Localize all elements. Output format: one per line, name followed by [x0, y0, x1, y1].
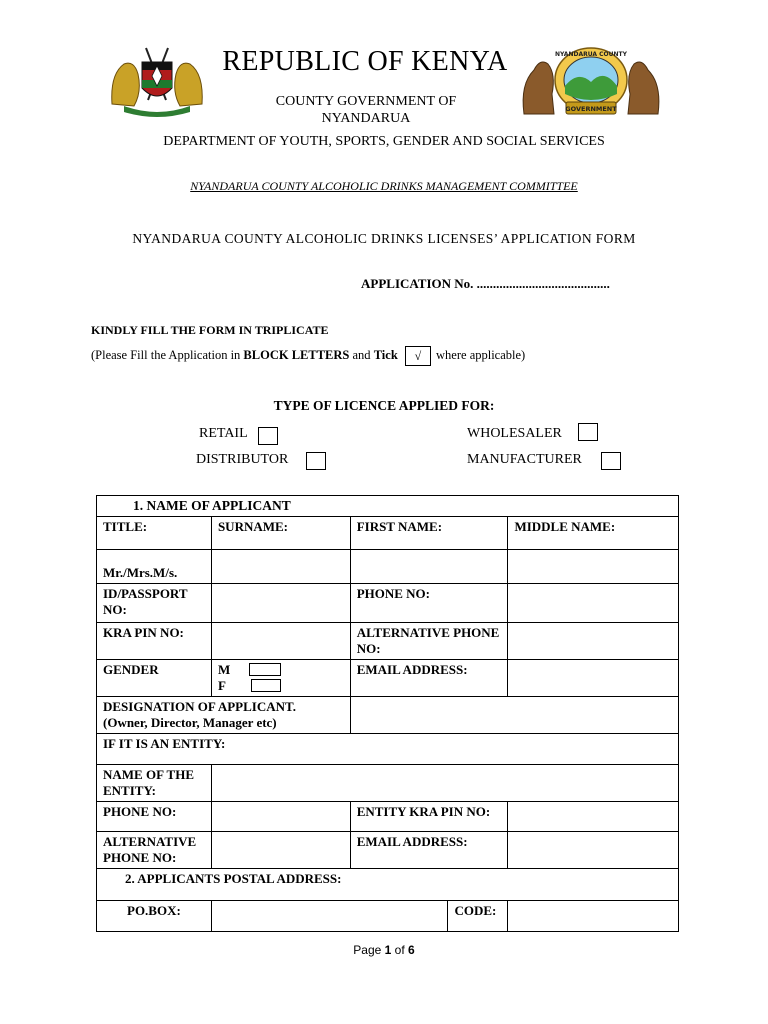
- designation-title: DESIGNATION OF APPLICANT.: [103, 699, 296, 714]
- application-number: APPLICATION No. .........................................: [361, 276, 610, 291]
- gender-label: GENDER: [97, 660, 212, 697]
- email-field[interactable]: [508, 660, 679, 697]
- distributor-checkbox[interactable]: [306, 452, 326, 470]
- gender-f-checkbox[interactable]: [251, 679, 281, 692]
- instruction-tick-emphasis: Tick: [373, 347, 398, 362]
- first-name-field[interactable]: [350, 550, 508, 584]
- entity-alt-phone-label: ALTERNATIVE PHONE NO:: [97, 832, 212, 869]
- code-label: CODE:: [448, 901, 508, 932]
- kra-pin-field[interactable]: [211, 623, 350, 660]
- id-passport-field[interactable]: [211, 584, 350, 623]
- entity-phone-label: PHONE NO:: [97, 802, 212, 832]
- title-header: TITLE:: [97, 517, 212, 550]
- designation-field[interactable]: [350, 697, 678, 734]
- instruction-block-letters-emphasis: BLOCK LETTERS: [243, 347, 350, 362]
- middle-name-field[interactable]: [508, 550, 679, 584]
- kenya-coat-of-arms-logo: [104, 44, 210, 118]
- applicant-form-table: [96, 495, 679, 932]
- page-title: REPUBLIC OF KENYA: [222, 46, 508, 77]
- manufacturer-label: MANUFACTURER: [467, 452, 582, 467]
- first-name-header: FIRST NAME:: [350, 517, 508, 550]
- phone-no-field[interactable]: [508, 584, 679, 623]
- surname-header: SURNAME:: [211, 517, 350, 550]
- page-current: 1: [384, 943, 392, 957]
- title-options-label: Mr./Mrs.M/s.: [103, 565, 178, 580]
- committee-name: NYANDARUA COUNTY ALCOHOLIC DRINKS MANAGEMENT COMMITTEE: [190, 179, 578, 193]
- distributor-label: DISTRIBUTOR: [196, 452, 289, 467]
- county-line-2: NYANDARUA: [321, 111, 411, 126]
- pobox-field[interactable]: [211, 901, 448, 932]
- entity-kra-field[interactable]: [508, 802, 679, 832]
- gender-f-label: F: [217, 678, 226, 693]
- page-number: [0, 943, 768, 957]
- tick-example-box: [405, 346, 431, 366]
- entity-alt-phone-field[interactable]: [211, 832, 350, 869]
- title-options: [97, 550, 212, 584]
- instruction-text-and: and: [349, 347, 374, 362]
- entity-kra-label: ENTITY KRA PIN NO:: [350, 802, 508, 832]
- wholesaler-label: WHOLESALER: [467, 426, 562, 441]
- section-name-of-applicant-label: 1. NAME OF APPLICANT: [133, 498, 291, 513]
- county-government-logo: [518, 44, 664, 118]
- id-passport-label: ID/PASSPORT NO:: [97, 584, 212, 623]
- entity-email-field[interactable]: [508, 832, 679, 869]
- designation-hint: (Owner, Director, Manager etc): [103, 715, 277, 730]
- page-label: Page: [353, 943, 382, 957]
- phone-no-label: PHONE NO:: [350, 584, 508, 623]
- page-of: of: [394, 943, 405, 957]
- page-total: 6: [408, 943, 415, 957]
- code-field[interactable]: [508, 901, 679, 932]
- kra-pin-label: KRA PIN NO:: [97, 623, 212, 660]
- middle-name-header: MIDDLE NAME:: [508, 517, 679, 550]
- section-name-of-applicant: [97, 496, 679, 517]
- licence-type-heading: TYPE OF LICENCE APPLIED FOR:: [273, 398, 495, 413]
- section-postal-address: [97, 869, 679, 901]
- entity-name-label: NAME OF THE ENTITY:: [97, 765, 212, 802]
- entity-email-label: EMAIL ADDRESS:: [350, 832, 508, 869]
- surname-field[interactable]: [211, 550, 350, 584]
- retail-checkbox[interactable]: [258, 427, 278, 445]
- gender-m-checkbox[interactable]: [249, 663, 281, 676]
- pobox-label: [97, 901, 212, 932]
- entity-phone-field[interactable]: [211, 802, 350, 832]
- email-label: EMAIL ADDRESS:: [350, 660, 508, 697]
- county-logo-text-top: NYANDARUA COUNTY: [555, 51, 627, 58]
- manufacturer-checkbox[interactable]: [601, 452, 621, 470]
- designation-label: [97, 697, 351, 734]
- instruction-text-post: where applicable): [436, 347, 526, 362]
- section-postal-address-label: 2. APPLICANTS POSTAL ADDRESS:: [125, 871, 342, 886]
- county-logo-text-bottom: GOVERNMENT: [565, 105, 617, 113]
- wholesaler-checkbox[interactable]: [578, 423, 598, 441]
- if-entity-label: IF IT IS AN ENTITY:: [97, 734, 679, 765]
- instruction-block-letters: [91, 346, 525, 366]
- county-line-1: COUNTY GOVERNMENT OF: [275, 94, 457, 109]
- gender-options: [211, 660, 350, 697]
- instruction-triplicate: KINDLY FILL THE FORM IN TRIPLICATE: [91, 323, 329, 337]
- pobox-label-text: PO.BOX:: [127, 903, 181, 918]
- gender-m-label: M: [217, 662, 231, 677]
- department-name: DEPARTMENT OF YOUTH, SPORTS, GENDER AND SOCIAL SERVICES: [163, 134, 605, 149]
- entity-name-field[interactable]: [211, 765, 678, 802]
- form-title: NYANDARUA COUNTY ALCOHOLIC DRINKS LICENSES’ APPLICATION FORM: [132, 231, 636, 246]
- alt-phone-field[interactable]: [508, 623, 679, 660]
- tick-icon: √: [414, 349, 422, 363]
- retail-label: RETAIL: [199, 426, 248, 441]
- instruction-text-pre: (Please Fill the Application in: [91, 347, 244, 362]
- alt-phone-label: ALTERNATIVE PHONE NO:: [350, 623, 508, 660]
